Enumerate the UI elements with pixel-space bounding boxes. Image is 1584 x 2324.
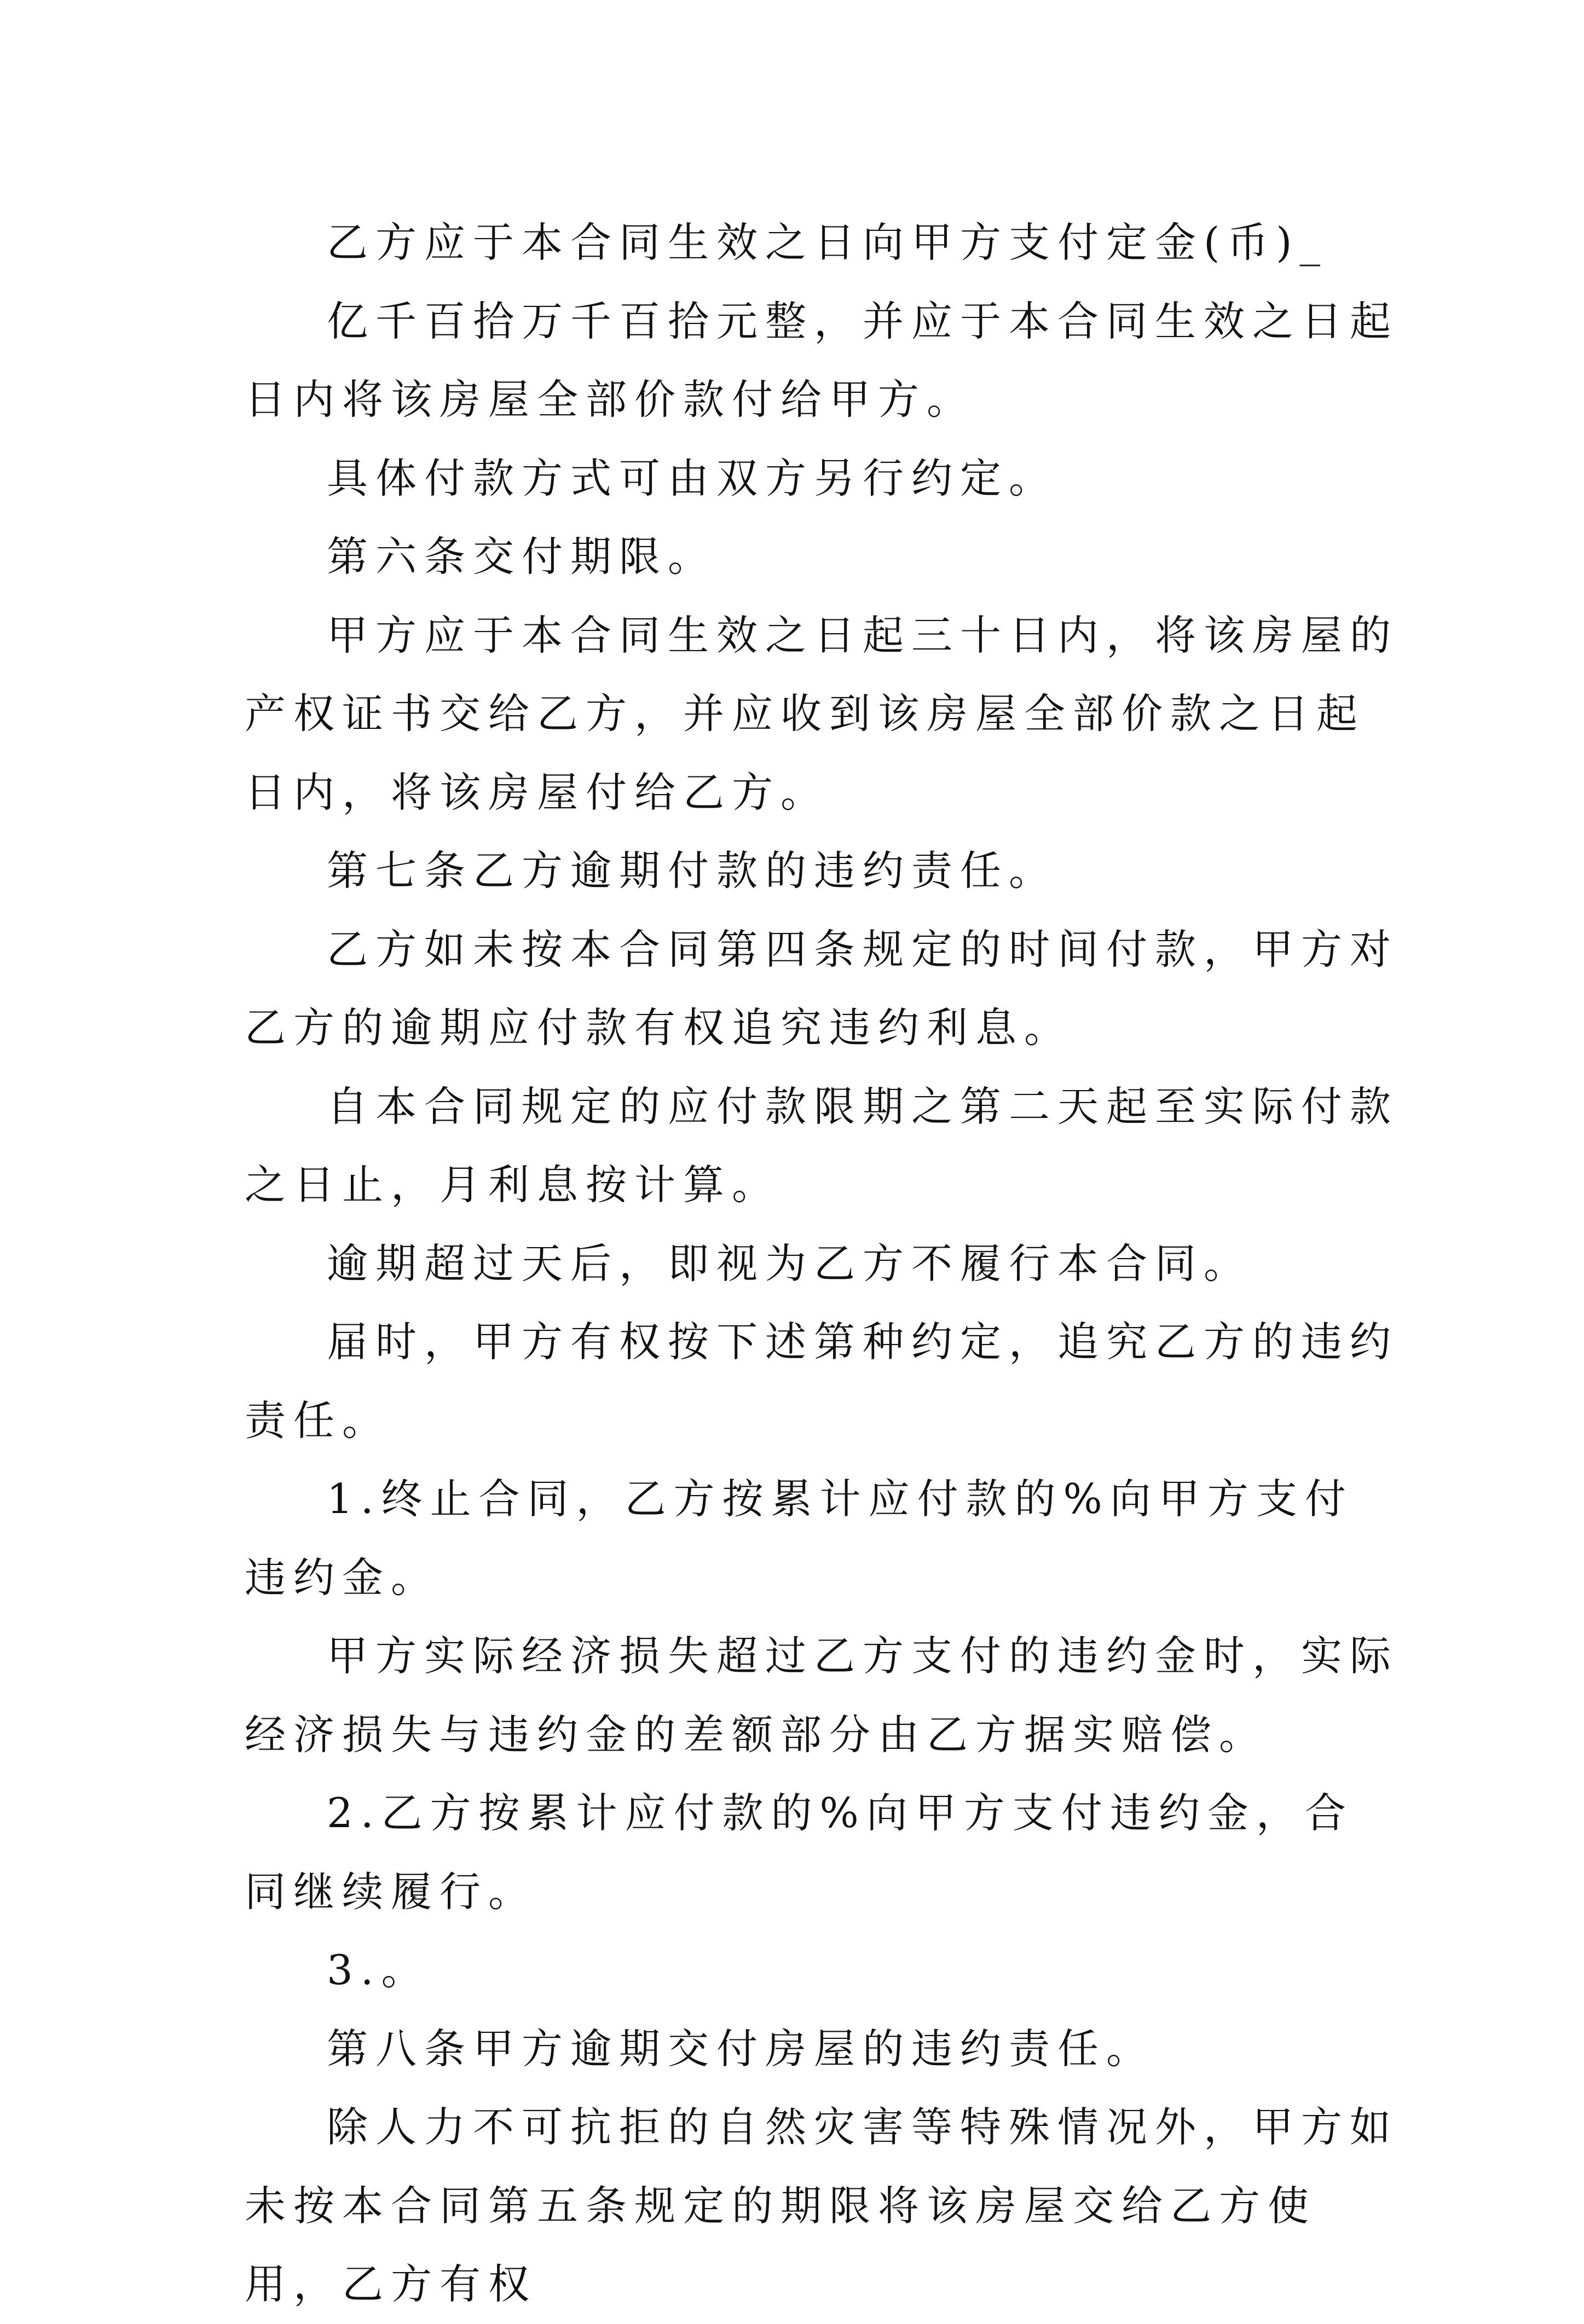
heading-article-7: 第七条乙方逾期付款的违约责任。 [327, 847, 1058, 895]
paragraph-amount: 亿千百拾万千百拾元整，并应于本合同生效之日起日内将该房屋全部价款付给甲方。 [245, 297, 1399, 424]
paragraph-interest: 自本合同规定的应付款限期之第二天起至实际付款之日止，月利息按计算。 [245, 1082, 1399, 1209]
heading-article-6: 第六条交付期限。 [327, 532, 717, 581]
heading-article-8: 第八条甲方逾期交付房屋的违约责任。 [327, 2024, 1155, 2073]
paragraph-payment-method: 具体付款方式可由双方另行约定。 [327, 454, 1058, 502]
paragraph-damages: 甲方实际经济损失超过乙方支付的违约金时，实际经济损失与违约金的差额部分由乙方据实赔偿。 [245, 1632, 1399, 1759]
paragraph-late-payment: 乙方如未按本合同第四条规定的时间付款，甲方对乙方的逾期应付款有权追究违约利息。 [245, 925, 1399, 1052]
paragraph-option-2: 2.乙方按累计应付款的%向甲方支付违约金，合同继续履行。 [245, 1789, 1354, 1916]
paragraph-late-delivery: 除人力不可抗拒的自然灾害等特殊情况外，甲方如未按本合同第五条规定的期限将该房屋交给乙方使用，乙方有权 [245, 2103, 1399, 2308]
paragraph-remedy-choice: 届时，甲方有权按下述第种约定，追究乙方的违约责任。 [245, 1318, 1399, 1445]
document-body [245, 204, 1400, 2324]
paragraph-option-1: 1.终止合同，乙方按累计应付款的%向甲方支付违约金。 [245, 1475, 1354, 1602]
paragraph-delivery-term: 甲方应于本合同生效之日起三十日内，将该房屋的产权证书交给乙方，并应收到该房屋全部价款之日起日内，将该房屋付给乙方。 [245, 611, 1399, 816]
paragraph-deposit: 乙方应于本合同生效之日向甲方支付定金(币)_ [327, 218, 1328, 266]
paragraph-overdue: 逾期超过天后，即视为乙方不履行本合同。 [327, 1239, 1253, 1288]
paragraph-option-3: 3.。 [327, 1946, 430, 1994]
